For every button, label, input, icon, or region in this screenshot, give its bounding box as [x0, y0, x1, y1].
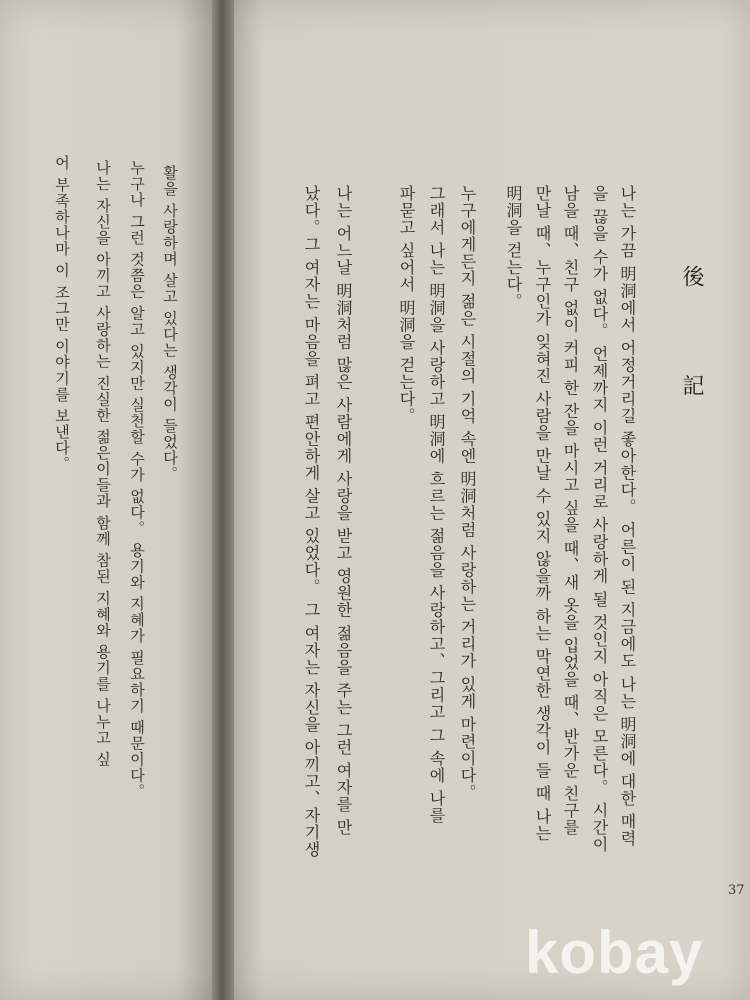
page-title: 後 記 [679, 265, 704, 436]
right-column-4: 만날 때、누구인가 잊혀진 사람을 만날 수 있지 않을까 하는 막연한 생각이 들 때 나는 [533, 185, 552, 843]
right-column-9: 나는 어느날 明洞처럼 많은 사람에게 사랑을 받고 영원한 젊음을 주는 그런 여자를 만 [334, 185, 353, 837]
right-column-2: 을 끊을 수가 없다。 언제까지 이런 거리로 사랑하게 될 것인지 아직은 모른다。 시간이 [590, 185, 609, 854]
watermark-logo: kobay [525, 919, 704, 986]
left-column-2: 누구나 그런 것쯤은 알고 있지만 실천할 수가 없다。 용기와 지혜가 필요하기 때문이다。 [128, 160, 146, 800]
right-column-7: 그래서 나는 明洞을 사랑하고 明洞에 흐르는 젊음을 사랑하고、그리고 그 속에 나를 [427, 185, 446, 824]
left-column-4: 어 부족하나마 이 조그만 이야기를 보낸다。 [53, 155, 71, 472]
right-column-3: 남을 때、친구 없이 커피 한 잔을 마시고 싶을 때、새 옷을 입었을 때、반가운 친구를 [561, 185, 580, 837]
page-number: 37 [728, 883, 745, 898]
right-column-10: 났다。그 여자는 마음을 펴고 편안하게 살고 있었다。 그 여자는 자신을 아끼고、자기생 [302, 185, 321, 858]
book-gutter [212, 0, 234, 1000]
right-column-5: 明洞을 걷는다。 [504, 185, 523, 311]
right-column-8: 파묻고 싶어서 明洞을 걷는다。 [397, 185, 416, 425]
right-column-1: 나는 가끔 明洞에서 어정거리길 좋아한다。 어른이 된 지금에도 나는 明洞에 대한 매력 [618, 185, 637, 847]
right-column-6: 누구에게든지 젊은 시절의 기억 속엔 明洞처럼 사랑하는 거리가 있게 마련이다。 [458, 185, 477, 801]
left-column-3: 나는 자신을 아끼고 사랑하는 진실한 젊은이들과 함께 참된 지혜와 용기를 나누고 싶 [94, 160, 112, 768]
left-column-1: 활을 사랑하며 살고 있다는 생각이 들었다。 [161, 165, 179, 482]
